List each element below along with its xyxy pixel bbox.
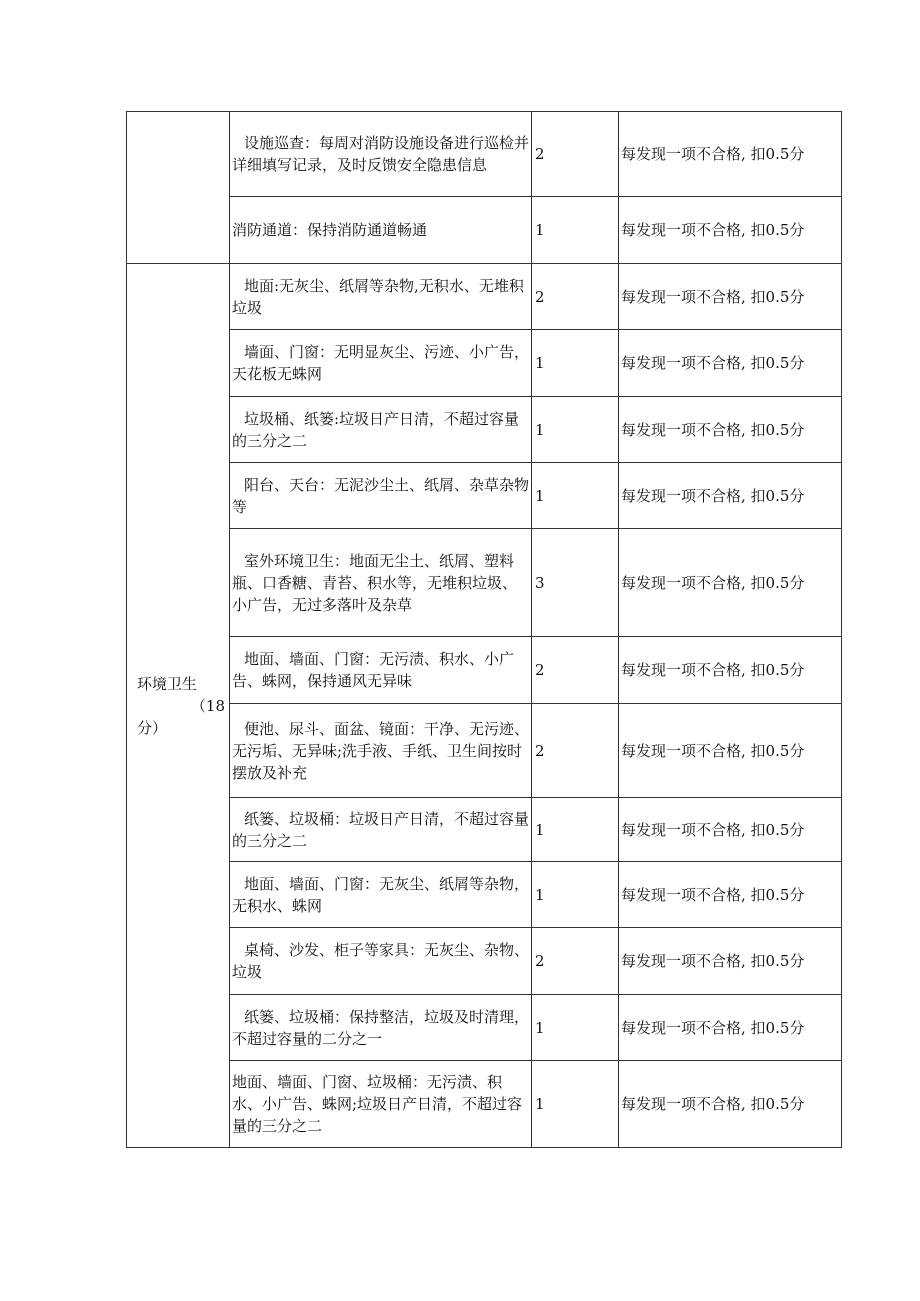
item-description: 纸篓、垃圾桶：保持整洁，垃圾及时清理，不超过容量的二分之一 bbox=[230, 995, 532, 1061]
item-points: 3 bbox=[532, 529, 619, 637]
category-score: （18 bbox=[190, 696, 225, 715]
deduction-rule: 每发现一项不合格, 扣0.5分 bbox=[619, 197, 842, 264]
category-title: 环境卫生 bbox=[137, 674, 198, 693]
item-description: 墙面、门窗：无明显灰尘、污迹、小广告，天花板无蛛网 bbox=[230, 330, 532, 397]
table-row bbox=[127, 529, 842, 637]
table-row bbox=[127, 798, 842, 862]
deduction-rule: 每发现一项不合格, 扣0.5分 bbox=[619, 264, 842, 330]
table-row bbox=[127, 112, 842, 197]
item-description: 消防通道：保持消防通道畅通 bbox=[230, 197, 532, 264]
table-row bbox=[127, 197, 842, 264]
item-points: 1 bbox=[532, 197, 619, 264]
item-description: 设施巡查：每周对消防设施设备进行巡检并详细填写记录，及时反馈安全隐患信息 bbox=[230, 112, 532, 197]
deduction-rule: 每发现一项不合格, 扣0.5分 bbox=[619, 798, 842, 862]
deduction-rule: 每发现一项不合格, 扣0.5分 bbox=[619, 1061, 842, 1148]
item-description: 便池、尿斗、面盆、镜面：干净、无污迹、无污垢、无异味;洗手液、手纸、卫生间按时摆放及补充 bbox=[230, 704, 532, 798]
item-description: 地面:无灰尘、纸屑等杂物,无积水、无堆积垃圾 bbox=[230, 264, 532, 330]
deduction-rule: 每发现一项不合格, 扣0.5分 bbox=[619, 637, 842, 704]
table-row bbox=[127, 637, 842, 704]
item-description: 地面、墙面、门窗、垃圾桶：无污渍、积水、小广告、蛛网;垃圾日产日清，不超过容量的三分之二 bbox=[230, 1061, 532, 1148]
category-cell-fire bbox=[127, 112, 230, 264]
item-points: 2 bbox=[532, 637, 619, 704]
category-cell-hygiene bbox=[127, 264, 230, 1148]
deduction-rule: 每发现一项不合格, 扣0.5分 bbox=[619, 704, 842, 798]
scoring-table bbox=[126, 111, 842, 1148]
deduction-rule: 每发现一项不合格, 扣0.5分 bbox=[619, 112, 842, 197]
item-description: 阳台、天台：无泥沙尘土、纸屑、杂草杂物等 bbox=[230, 463, 532, 529]
category-score-unit: 分） bbox=[137, 718, 168, 737]
item-points: 2 bbox=[532, 928, 619, 995]
table-row bbox=[127, 463, 842, 529]
deduction-rule: 每发现一项不合格, 扣0.5分 bbox=[619, 928, 842, 995]
item-points: 1 bbox=[532, 798, 619, 862]
deduction-rule: 每发现一项不合格, 扣0.5分 bbox=[619, 330, 842, 397]
table-row bbox=[127, 704, 842, 798]
table-row bbox=[127, 264, 842, 330]
item-description: 桌椅、沙发、柜子等家具：无灰尘、杂物、垃圾 bbox=[230, 928, 532, 995]
item-description: 纸篓、垃圾桶：垃圾日产日清，不超过容量的三分之二 bbox=[230, 798, 532, 862]
item-points: 2 bbox=[532, 112, 619, 197]
item-points: 1 bbox=[532, 995, 619, 1061]
item-points: 1 bbox=[532, 397, 619, 463]
item-points: 1 bbox=[532, 1061, 619, 1148]
table-row bbox=[127, 862, 842, 928]
item-description: 室外环境卫生：地面无尘土、纸屑、塑料瓶、口香糖、青苔、积水等，无堆积垃圾、小广告，无过多落叶及杂草 bbox=[230, 529, 532, 637]
table-row bbox=[127, 995, 842, 1061]
table-row bbox=[127, 928, 842, 995]
item-points: 2 bbox=[532, 264, 619, 330]
item-points: 1 bbox=[532, 330, 619, 397]
deduction-rule: 每发现一项不合格, 扣0.5分 bbox=[619, 463, 842, 529]
item-description: 地面、墙面、门窗：无灰尘、纸屑等杂物，无积水、蛛网 bbox=[230, 862, 532, 928]
table-row bbox=[127, 397, 842, 463]
table-row bbox=[127, 330, 842, 397]
item-description: 垃圾桶、纸篓:垃圾日产日清，不超过容量的三分之二 bbox=[230, 397, 532, 463]
deduction-rule: 每发现一项不合格, 扣0.5分 bbox=[619, 529, 842, 637]
deduction-rule: 每发现一项不合格, 扣0.5分 bbox=[619, 397, 842, 463]
item-points: 2 bbox=[532, 704, 619, 798]
item-description: 地面、墙面、门窗：无污渍、积水、小广告、蛛网，保持通风无异味 bbox=[230, 637, 532, 704]
deduction-rule: 每发现一项不合格, 扣0.5分 bbox=[619, 995, 842, 1061]
item-points: 1 bbox=[532, 463, 619, 529]
item-points: 1 bbox=[532, 862, 619, 928]
table-row bbox=[127, 1061, 842, 1148]
deduction-rule: 每发现一项不合格, 扣0.5分 bbox=[619, 862, 842, 928]
